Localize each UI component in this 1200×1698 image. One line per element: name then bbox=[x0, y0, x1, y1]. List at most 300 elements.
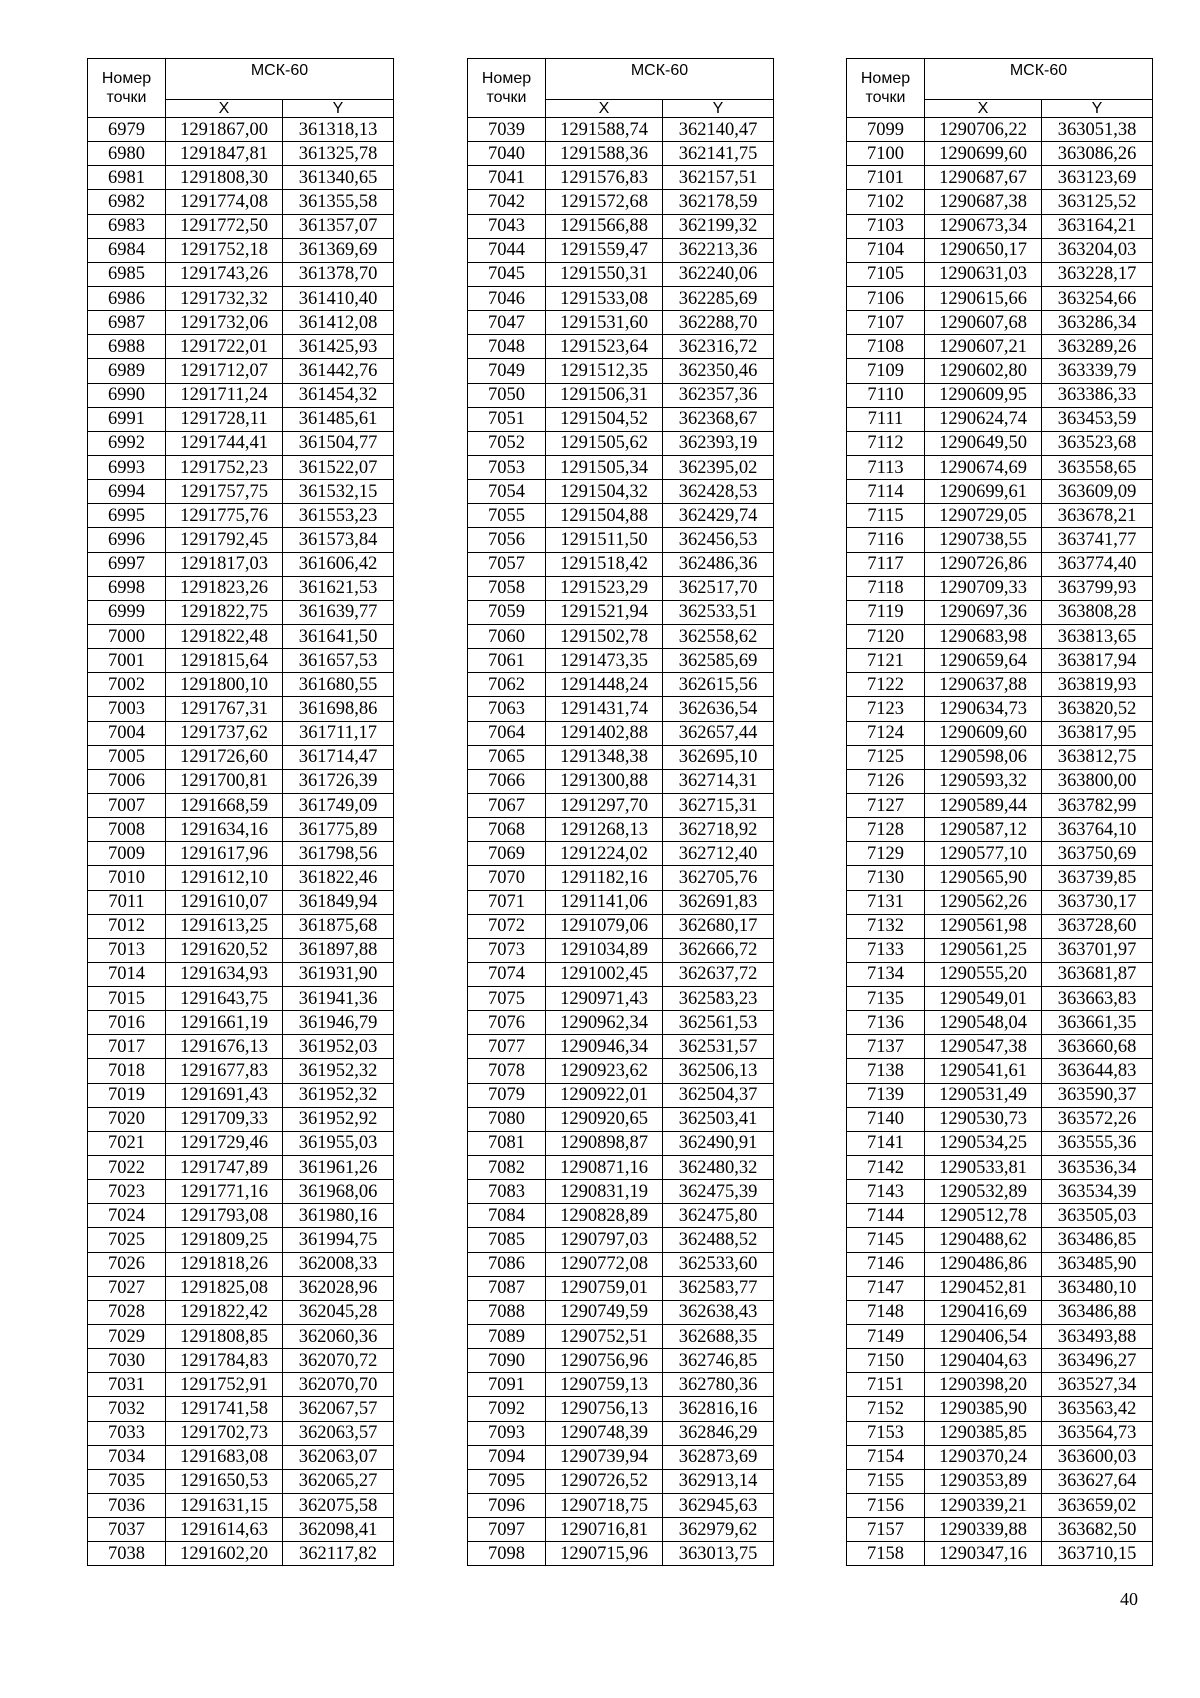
y-coordinate-cell: 362028,96 bbox=[283, 1276, 394, 1300]
table-row bbox=[88, 383, 394, 407]
y-coordinate-cell: 361412,08 bbox=[283, 311, 394, 335]
y-coordinate-cell: 363661,35 bbox=[1042, 1011, 1153, 1035]
y-coordinate-cell: 362583,23 bbox=[663, 987, 774, 1011]
y-coordinate-cell: 361952,03 bbox=[283, 1035, 394, 1059]
y-coordinate-cell: 362746,85 bbox=[663, 1349, 774, 1373]
point-number-cell: 7008 bbox=[88, 818, 166, 842]
y-coordinate-cell: 363659,02 bbox=[1042, 1494, 1153, 1518]
y-coordinate-cell: 362691,83 bbox=[663, 890, 774, 914]
table-row bbox=[847, 1180, 1153, 1204]
y-coordinate-cell: 363808,28 bbox=[1042, 600, 1153, 624]
y-coordinate-cell: 362067,57 bbox=[283, 1397, 394, 1421]
y-coordinate-cell: 362199,32 bbox=[663, 214, 774, 238]
table-row bbox=[847, 455, 1153, 479]
y-coordinate-cell: 362429,74 bbox=[663, 504, 774, 528]
point-number-cell: 6990 bbox=[88, 383, 166, 407]
table-row bbox=[847, 1107, 1153, 1131]
y-coordinate-cell: 362357,36 bbox=[663, 383, 774, 407]
point-number-cell: 7028 bbox=[88, 1300, 166, 1324]
y-coordinate-cell: 363527,34 bbox=[1042, 1373, 1153, 1397]
y-coordinate-cell: 361698,86 bbox=[283, 697, 394, 721]
x-coordinate-cell: 1290673,34 bbox=[925, 214, 1042, 238]
y-coordinate-cell: 361946,79 bbox=[283, 1011, 394, 1035]
x-coordinate-cell: 1291079,06 bbox=[546, 914, 663, 938]
x-coordinate-cell: 1291792,45 bbox=[166, 528, 283, 552]
x-coordinate-cell: 1291823,26 bbox=[166, 576, 283, 600]
table-row bbox=[88, 1156, 394, 1180]
y-coordinate-cell: 361849,94 bbox=[283, 890, 394, 914]
y-coordinate-cell: 363820,52 bbox=[1042, 697, 1153, 721]
point-number-cell: 6999 bbox=[88, 600, 166, 624]
x-coordinate-cell: 1291614,63 bbox=[166, 1518, 283, 1542]
y-coordinate-cell: 363750,69 bbox=[1042, 842, 1153, 866]
table-row bbox=[847, 962, 1153, 986]
y-coordinate-cell: 362714,31 bbox=[663, 769, 774, 793]
table-row bbox=[88, 1421, 394, 1445]
table-row bbox=[88, 1276, 394, 1300]
x-coordinate-cell: 1291822,42 bbox=[166, 1300, 283, 1324]
point-number-cell: 7065 bbox=[468, 745, 546, 769]
x-coordinate-cell: 1291300,88 bbox=[546, 769, 663, 793]
point-number-cell: 7015 bbox=[88, 987, 166, 1011]
table-row bbox=[88, 238, 394, 262]
y-coordinate-cell: 362945,63 bbox=[663, 1494, 774, 1518]
table-row bbox=[88, 311, 394, 335]
y-coordinate-cell: 363051,38 bbox=[1042, 118, 1153, 142]
table-row bbox=[468, 383, 774, 407]
table-row bbox=[468, 1059, 774, 1083]
point-number-cell: 7154 bbox=[847, 1445, 925, 1469]
point-number-cell: 7038 bbox=[88, 1542, 166, 1566]
x-coordinate-cell: 1290828,89 bbox=[546, 1204, 663, 1228]
point-number-cell: 7046 bbox=[468, 286, 546, 310]
point-number-cell: 7103 bbox=[847, 214, 925, 238]
x-coordinate-cell: 1290709,33 bbox=[925, 576, 1042, 600]
point-number-cell: 7088 bbox=[468, 1300, 546, 1324]
x-coordinate-cell: 1290749,59 bbox=[546, 1300, 663, 1324]
coordinates-table-2 bbox=[467, 58, 774, 1566]
table-row bbox=[847, 528, 1153, 552]
y-coordinate-cell: 363496,27 bbox=[1042, 1349, 1153, 1373]
y-coordinate-cell: 362480,32 bbox=[663, 1156, 774, 1180]
table-row bbox=[88, 480, 394, 504]
point-number-cell: 6996 bbox=[88, 528, 166, 552]
table-row bbox=[88, 552, 394, 576]
x-coordinate-cell: 1291620,52 bbox=[166, 938, 283, 962]
y-coordinate-cell: 362486,36 bbox=[663, 552, 774, 576]
y-coordinate-cell: 361522,07 bbox=[283, 455, 394, 479]
point-number-cell: 7055 bbox=[468, 504, 546, 528]
x-coordinate-cell: 1291431,74 bbox=[546, 697, 663, 721]
table-row bbox=[847, 938, 1153, 962]
table-row bbox=[468, 1276, 774, 1300]
x-coordinate-cell: 1291743,26 bbox=[166, 262, 283, 286]
x-coordinate-cell: 1291775,76 bbox=[166, 504, 283, 528]
x-coordinate-cell: 1291818,26 bbox=[166, 1252, 283, 1276]
table-row bbox=[468, 890, 774, 914]
x-coordinate-cell: 1290488,62 bbox=[925, 1228, 1042, 1252]
table-row bbox=[468, 1445, 774, 1469]
point-number-cell: 7080 bbox=[468, 1107, 546, 1131]
y-coordinate-cell: 363627,64 bbox=[1042, 1469, 1153, 1493]
y-coordinate-cell: 361714,47 bbox=[283, 745, 394, 769]
y-column-header: Y bbox=[663, 100, 774, 118]
table-row bbox=[88, 190, 394, 214]
x-coordinate-cell: 1290561,25 bbox=[925, 938, 1042, 962]
y-coordinate-cell: 362873,69 bbox=[663, 1445, 774, 1469]
table-row bbox=[468, 673, 774, 697]
y-coordinate-cell: 362780,36 bbox=[663, 1373, 774, 1397]
point-number-cell: 7000 bbox=[88, 624, 166, 648]
point-number-cell: 6987 bbox=[88, 311, 166, 335]
y-coordinate-cell: 363558,65 bbox=[1042, 455, 1153, 479]
x-coordinate-cell: 1291504,32 bbox=[546, 480, 663, 504]
y-coordinate-cell: 363480,10 bbox=[1042, 1276, 1153, 1300]
y-coordinate-cell: 363493,88 bbox=[1042, 1325, 1153, 1349]
point-number-cell: 7063 bbox=[468, 697, 546, 721]
y-coordinate-cell: 362558,62 bbox=[663, 624, 774, 648]
table-row bbox=[468, 962, 774, 986]
point-number-cell: 7116 bbox=[847, 528, 925, 552]
x-coordinate-cell: 1290772,08 bbox=[546, 1252, 663, 1276]
table-row bbox=[88, 1083, 394, 1107]
table-row bbox=[468, 455, 774, 479]
y-coordinate-cell: 362428,53 bbox=[663, 480, 774, 504]
point-number-cell: 6985 bbox=[88, 262, 166, 286]
x-coordinate-cell: 1290615,66 bbox=[925, 286, 1042, 310]
point-number-cell: 7077 bbox=[468, 1035, 546, 1059]
table-row bbox=[468, 600, 774, 624]
y-coordinate-cell: 362688,35 bbox=[663, 1325, 774, 1349]
point-number-cell: 7031 bbox=[88, 1373, 166, 1397]
point-number-cell: 7117 bbox=[847, 552, 925, 576]
table-row bbox=[468, 528, 774, 552]
x-coordinate-cell: 1291744,41 bbox=[166, 431, 283, 455]
table-row bbox=[88, 769, 394, 793]
point-number-cell: 7122 bbox=[847, 673, 925, 697]
x-coordinate-cell: 1291559,47 bbox=[546, 238, 663, 262]
table-row bbox=[847, 166, 1153, 190]
x-coordinate-cell: 1290339,88 bbox=[925, 1518, 1042, 1542]
y-coordinate-cell: 363701,97 bbox=[1042, 938, 1153, 962]
x-coordinate-cell: 1291732,06 bbox=[166, 311, 283, 335]
x-coordinate-cell: 1291747,89 bbox=[166, 1156, 283, 1180]
y-coordinate-cell: 363125,52 bbox=[1042, 190, 1153, 214]
point-number-cell: 7057 bbox=[468, 552, 546, 576]
y-coordinate-cell: 361553,23 bbox=[283, 504, 394, 528]
point-number-cell: 7079 bbox=[468, 1083, 546, 1107]
point-number-cell: 6986 bbox=[88, 286, 166, 310]
y-coordinate-cell: 362531,57 bbox=[663, 1035, 774, 1059]
y-coordinate-cell: 362240,06 bbox=[663, 262, 774, 286]
x-coordinate-cell: 1291402,88 bbox=[546, 721, 663, 745]
point-number-cell: 7119 bbox=[847, 600, 925, 624]
point-number-cell: 7140 bbox=[847, 1107, 925, 1131]
point-number-cell: 7022 bbox=[88, 1156, 166, 1180]
x-coordinate-cell: 1291774,08 bbox=[166, 190, 283, 214]
point-number-cell: 7039 bbox=[468, 118, 546, 142]
table-row bbox=[88, 721, 394, 745]
y-coordinate-cell: 362533,51 bbox=[663, 600, 774, 624]
point-number-cell: 7020 bbox=[88, 1107, 166, 1131]
y-coordinate-cell: 363817,94 bbox=[1042, 649, 1153, 673]
y-coordinate-cell: 363600,03 bbox=[1042, 1445, 1153, 1469]
y-coordinate-cell: 362637,72 bbox=[663, 962, 774, 986]
y-coordinate-cell: 363644,83 bbox=[1042, 1059, 1153, 1083]
coordinates-table-3 bbox=[846, 58, 1153, 1566]
x-coordinate-cell: 1290971,43 bbox=[546, 987, 663, 1011]
point-number-cell: 7042 bbox=[468, 190, 546, 214]
point-number-cell: 6997 bbox=[88, 552, 166, 576]
y-coordinate-cell: 362117,82 bbox=[283, 1542, 394, 1566]
y-coordinate-cell: 361504,77 bbox=[283, 431, 394, 455]
x-coordinate-cell: 1290530,73 bbox=[925, 1107, 1042, 1131]
y-coordinate-cell: 363228,17 bbox=[1042, 262, 1153, 286]
point-number-cell: 7075 bbox=[468, 987, 546, 1011]
point-number-cell: 7048 bbox=[468, 335, 546, 359]
table-row bbox=[468, 1542, 774, 1566]
point-number-cell: 7120 bbox=[847, 624, 925, 648]
y-coordinate-cell: 363286,34 bbox=[1042, 311, 1153, 335]
x-coordinate-cell: 1291793,08 bbox=[166, 1204, 283, 1228]
y-coordinate-cell: 361726,39 bbox=[283, 769, 394, 793]
y-coordinate-cell: 362045,28 bbox=[283, 1300, 394, 1324]
x-coordinate-cell: 1290831,19 bbox=[546, 1180, 663, 1204]
point-number-cell: 7078 bbox=[468, 1059, 546, 1083]
point-number-header: Номер точки bbox=[88, 59, 166, 118]
y-coordinate-cell: 362504,37 bbox=[663, 1083, 774, 1107]
x-coordinate-cell: 1290683,98 bbox=[925, 624, 1042, 648]
y-coordinate-cell: 361955,03 bbox=[283, 1131, 394, 1155]
coordinates-table-1 bbox=[87, 58, 394, 1566]
y-coordinate-cell: 362705,76 bbox=[663, 866, 774, 890]
y-coordinate-cell: 363534,39 bbox=[1042, 1180, 1153, 1204]
point-number-cell: 7060 bbox=[468, 624, 546, 648]
table-row bbox=[468, 649, 774, 673]
x-coordinate-cell: 1290738,55 bbox=[925, 528, 1042, 552]
x-coordinate-cell: 1290756,13 bbox=[546, 1397, 663, 1421]
y-coordinate-cell: 362178,59 bbox=[663, 190, 774, 214]
point-number-cell: 7045 bbox=[468, 262, 546, 286]
point-number-cell: 7134 bbox=[847, 962, 925, 986]
x-coordinate-cell: 1291752,18 bbox=[166, 238, 283, 262]
y-coordinate-cell: 362712,40 bbox=[663, 842, 774, 866]
y-coordinate-cell: 361931,90 bbox=[283, 962, 394, 986]
y-coordinate-cell: 361442,76 bbox=[283, 359, 394, 383]
point-number-cell: 7086 bbox=[468, 1252, 546, 1276]
table-row bbox=[847, 1325, 1153, 1349]
y-coordinate-cell: 363013,75 bbox=[663, 1542, 774, 1566]
x-coordinate-cell: 1290706,22 bbox=[925, 118, 1042, 142]
x-coordinate-cell: 1290398,20 bbox=[925, 1373, 1042, 1397]
point-number-cell: 7096 bbox=[468, 1494, 546, 1518]
table-row bbox=[468, 359, 774, 383]
point-number-cell: 7051 bbox=[468, 407, 546, 431]
y-coordinate-cell: 361749,09 bbox=[283, 793, 394, 817]
point-number-cell: 7089 bbox=[468, 1325, 546, 1349]
table-row bbox=[847, 1349, 1153, 1373]
x-coordinate-cell: 1291613,25 bbox=[166, 914, 283, 938]
x-coordinate-cell: 1291808,30 bbox=[166, 166, 283, 190]
x-coordinate-cell: 1290533,81 bbox=[925, 1156, 1042, 1180]
table-row bbox=[847, 649, 1153, 673]
x-column-header: X bbox=[546, 100, 663, 118]
point-number-cell: 7068 bbox=[468, 818, 546, 842]
point-number-cell: 7044 bbox=[468, 238, 546, 262]
point-number-cell: 7070 bbox=[468, 866, 546, 890]
y-coordinate-cell: 363730,17 bbox=[1042, 890, 1153, 914]
x-coordinate-cell: 1290759,13 bbox=[546, 1373, 663, 1397]
x-coordinate-cell: 1290587,12 bbox=[925, 818, 1042, 842]
x-coordinate-cell: 1291523,29 bbox=[546, 576, 663, 600]
point-number-cell: 6979 bbox=[88, 118, 166, 142]
y-coordinate-cell: 361897,88 bbox=[283, 938, 394, 962]
point-number-cell: 7040 bbox=[468, 142, 546, 166]
point-number-cell: 7114 bbox=[847, 480, 925, 504]
x-coordinate-cell: 1291576,83 bbox=[546, 166, 663, 190]
y-coordinate-cell: 361941,36 bbox=[283, 987, 394, 1011]
point-number-cell: 7156 bbox=[847, 1494, 925, 1518]
table-row bbox=[88, 214, 394, 238]
table-row bbox=[468, 480, 774, 504]
x-coordinate-cell: 1290549,01 bbox=[925, 987, 1042, 1011]
y-coordinate-cell: 361573,84 bbox=[283, 528, 394, 552]
table-row bbox=[468, 407, 774, 431]
table-row bbox=[88, 1469, 394, 1493]
y-coordinate-cell: 363678,21 bbox=[1042, 504, 1153, 528]
y-coordinate-cell: 361798,56 bbox=[283, 842, 394, 866]
x-coordinate-cell: 1291566,88 bbox=[546, 214, 663, 238]
x-coordinate-cell: 1291550,31 bbox=[546, 262, 663, 286]
table-row bbox=[468, 1156, 774, 1180]
x-coordinate-cell: 1290339,21 bbox=[925, 1494, 1042, 1518]
table-row bbox=[468, 576, 774, 600]
y-coordinate-cell: 362065,27 bbox=[283, 1469, 394, 1493]
table-row bbox=[88, 1228, 394, 1252]
point-number-cell: 7149 bbox=[847, 1325, 925, 1349]
point-number-cell: 7002 bbox=[88, 673, 166, 697]
x-coordinate-cell: 1291002,45 bbox=[546, 962, 663, 986]
point-number-cell: 7133 bbox=[847, 938, 925, 962]
point-number-cell: 6993 bbox=[88, 455, 166, 479]
x-coordinate-cell: 1291728,11 bbox=[166, 407, 283, 431]
x-coordinate-cell: 1290534,25 bbox=[925, 1131, 1042, 1155]
table-row bbox=[468, 1035, 774, 1059]
point-number-cell: 7074 bbox=[468, 962, 546, 986]
point-number-cell: 7083 bbox=[468, 1180, 546, 1204]
coordinate-system-header: МСК-60 bbox=[166, 59, 394, 100]
x-coordinate-cell: 1290634,73 bbox=[925, 697, 1042, 721]
x-coordinate-cell: 1291726,60 bbox=[166, 745, 283, 769]
x-coordinate-cell: 1290452,81 bbox=[925, 1276, 1042, 1300]
table-row bbox=[468, 721, 774, 745]
y-coordinate-cell: 362816,16 bbox=[663, 1397, 774, 1421]
x-coordinate-cell: 1291473,35 bbox=[546, 649, 663, 673]
table-row bbox=[847, 624, 1153, 648]
x-coordinate-cell: 1290674,69 bbox=[925, 455, 1042, 479]
point-number-cell: 7152 bbox=[847, 1397, 925, 1421]
x-coordinate-cell: 1291610,07 bbox=[166, 890, 283, 914]
point-number-cell: 7094 bbox=[468, 1445, 546, 1469]
y-coordinate-cell: 363813,65 bbox=[1042, 624, 1153, 648]
x-coordinate-cell: 1290609,95 bbox=[925, 383, 1042, 407]
x-coordinate-cell: 1291141,06 bbox=[546, 890, 663, 914]
point-number-header: Номер точки bbox=[847, 59, 925, 118]
x-coordinate-cell: 1290718,75 bbox=[546, 1494, 663, 1518]
y-coordinate-cell: 361410,40 bbox=[283, 286, 394, 310]
point-number-cell: 7132 bbox=[847, 914, 925, 938]
y-coordinate-cell: 362517,70 bbox=[663, 576, 774, 600]
table-row bbox=[88, 1518, 394, 1542]
x-coordinate-cell: 1291523,64 bbox=[546, 335, 663, 359]
y-coordinate-cell: 363564,73 bbox=[1042, 1421, 1153, 1445]
y-coordinate-cell: 362666,72 bbox=[663, 938, 774, 962]
table-row bbox=[847, 286, 1153, 310]
point-number-cell: 7053 bbox=[468, 455, 546, 479]
point-number-cell: 7100 bbox=[847, 142, 925, 166]
table-row bbox=[88, 528, 394, 552]
point-number-cell: 7146 bbox=[847, 1252, 925, 1276]
table-row bbox=[847, 1131, 1153, 1155]
x-coordinate-cell: 1291602,20 bbox=[166, 1542, 283, 1566]
point-number-cell: 7157 bbox=[847, 1518, 925, 1542]
y-coordinate-cell: 362070,70 bbox=[283, 1373, 394, 1397]
x-coordinate-cell: 1290512,78 bbox=[925, 1204, 1042, 1228]
table-row bbox=[847, 1373, 1153, 1397]
y-coordinate-cell: 361657,53 bbox=[283, 649, 394, 673]
y-coordinate-cell: 362350,46 bbox=[663, 359, 774, 383]
point-number-cell: 7097 bbox=[468, 1518, 546, 1542]
x-coordinate-cell: 1291297,70 bbox=[546, 793, 663, 817]
x-coordinate-cell: 1290609,60 bbox=[925, 721, 1042, 745]
table-row bbox=[88, 576, 394, 600]
y-coordinate-cell: 363123,69 bbox=[1042, 166, 1153, 190]
table-row bbox=[847, 552, 1153, 576]
table-row bbox=[847, 1542, 1153, 1566]
y-coordinate-cell: 361952,32 bbox=[283, 1083, 394, 1107]
x-coordinate-cell: 1291268,13 bbox=[546, 818, 663, 842]
x-coordinate-cell: 1290759,01 bbox=[546, 1276, 663, 1300]
y-coordinate-cell: 362657,44 bbox=[663, 721, 774, 745]
y-coordinate-cell: 361425,93 bbox=[283, 335, 394, 359]
y-coordinate-cell: 363486,85 bbox=[1042, 1228, 1153, 1252]
point-number-cell: 7084 bbox=[468, 1204, 546, 1228]
x-coordinate-cell: 1291825,08 bbox=[166, 1276, 283, 1300]
y-coordinate-cell: 363339,79 bbox=[1042, 359, 1153, 383]
table-row bbox=[468, 142, 774, 166]
point-number-cell: 7158 bbox=[847, 1542, 925, 1566]
y-coordinate-cell: 362075,58 bbox=[283, 1494, 394, 1518]
x-coordinate-cell: 1291752,23 bbox=[166, 455, 283, 479]
table-row bbox=[847, 504, 1153, 528]
point-number-cell: 7041 bbox=[468, 166, 546, 190]
x-coordinate-cell: 1291722,01 bbox=[166, 335, 283, 359]
y-coordinate-cell: 361711,17 bbox=[283, 721, 394, 745]
table-row bbox=[88, 1397, 394, 1421]
point-number-cell: 7049 bbox=[468, 359, 546, 383]
point-number-cell: 7003 bbox=[88, 697, 166, 721]
y-coordinate-cell: 362285,69 bbox=[663, 286, 774, 310]
table-row bbox=[847, 721, 1153, 745]
x-coordinate-cell: 1291729,46 bbox=[166, 1131, 283, 1155]
point-number-cell: 7104 bbox=[847, 238, 925, 262]
y-coordinate-cell: 363812,75 bbox=[1042, 745, 1153, 769]
y-coordinate-cell: 363386,33 bbox=[1042, 383, 1153, 407]
point-number-cell: 7145 bbox=[847, 1228, 925, 1252]
point-number-cell: 7125 bbox=[847, 745, 925, 769]
table-row bbox=[847, 866, 1153, 890]
table-row bbox=[468, 1107, 774, 1131]
